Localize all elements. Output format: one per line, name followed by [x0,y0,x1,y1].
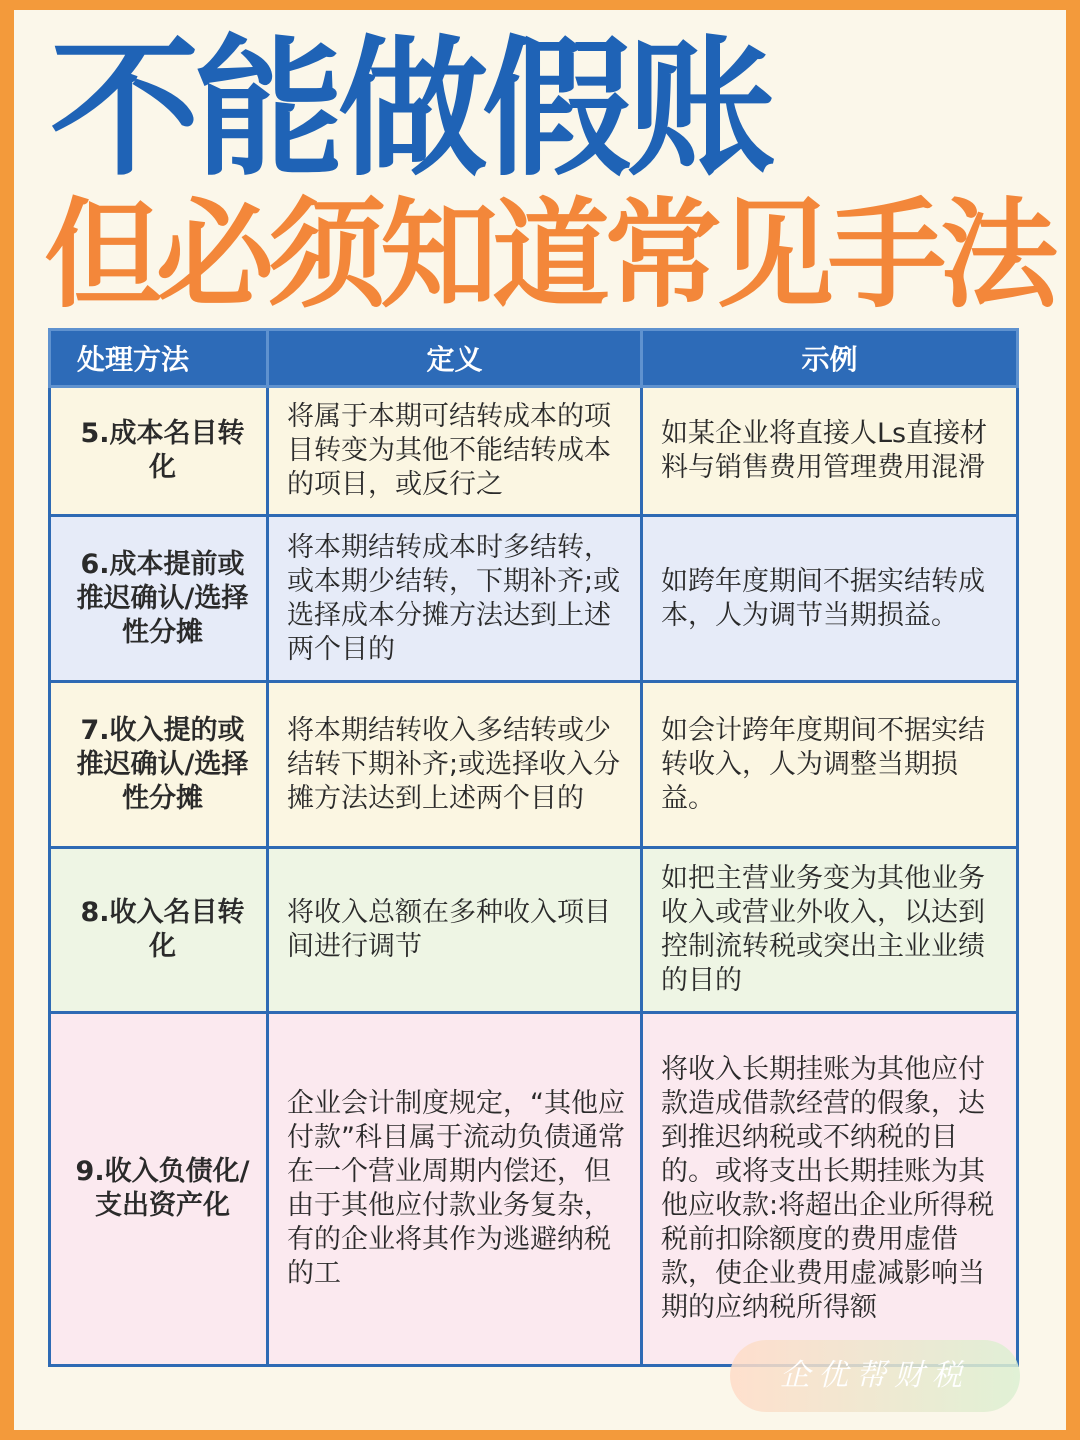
table-row [50,516,1018,682]
table-row [50,387,1018,516]
table-row [50,1013,1018,1366]
methods-table [48,328,1019,1367]
definition-cell: 将本期结转收入多结转或少结转下期补齐;或选择收入分摊方法达到上述两个目的 [268,682,642,848]
example-cell: 将收入长期挂账为其他应付款造成借款经营的假象，达到推迟纳税或不纳税的目的。或将支出长期挂账为其他应收款:将超出企业所得税税前扣除额度的费用虚借款，使企业费用虚减影响当期的应纳税所得额 [642,1013,1018,1366]
header-definition: 定义 [268,330,642,387]
header-method: 处理方法 [50,330,268,387]
method-cell: 9.收入负债化/支出资产化 [50,1013,268,1366]
sub-title: 但必须知道常见手法 [44,186,1053,324]
method-cell: 7.收入提的或推迟确认/选择性分摊 [50,682,268,848]
method-cell: 6.成本提前或推迟确认/选择性分摊 [50,516,268,682]
example-cell: 如跨年度期间不据实结转成本，人为调节当期损益。 [642,516,1018,682]
definition-cell: 将本期结转成本时多结转，或本期少结转，下期补齐;或选择成本分摊方法达到上述两个目的 [268,516,642,682]
watermark-logo: 企优帮财税 [730,1340,1020,1412]
table-row [50,682,1018,848]
header-example: 示例 [642,330,1018,387]
definition-cell: 将属于本期可结转成本的项目转变为其他不能结转成本的项目，或反行之 [268,387,642,516]
table-header-row [50,330,1018,387]
definition-cell: 将收入总额在多种收入项目间进行调节 [268,848,642,1013]
main-title: 不能做假账 [50,23,771,197]
example-cell: 如把主营业务变为其他业务收入或营业外收入，以达到控制流转税或突出主业业绩的目的 [642,848,1018,1013]
method-cell: 8.收入名目转化 [50,848,268,1013]
example-cell: 如会计跨年度期间不据实结转收入，人为调整当期损益。 [642,682,1018,848]
example-cell: 如某企业将直接人Ls直接材料与销售费用管理费用混滑 [642,387,1018,516]
table-row [50,848,1018,1013]
definition-cell: 企业会计制度规定，“其他应付款”科目属于流动负债通常在一个营业周期内偿还，但由于其他应付款业务复杂，有的企业将其作为逃避纳税的工 [268,1013,642,1366]
method-cell: 5.成本名目转化 [50,387,268,516]
